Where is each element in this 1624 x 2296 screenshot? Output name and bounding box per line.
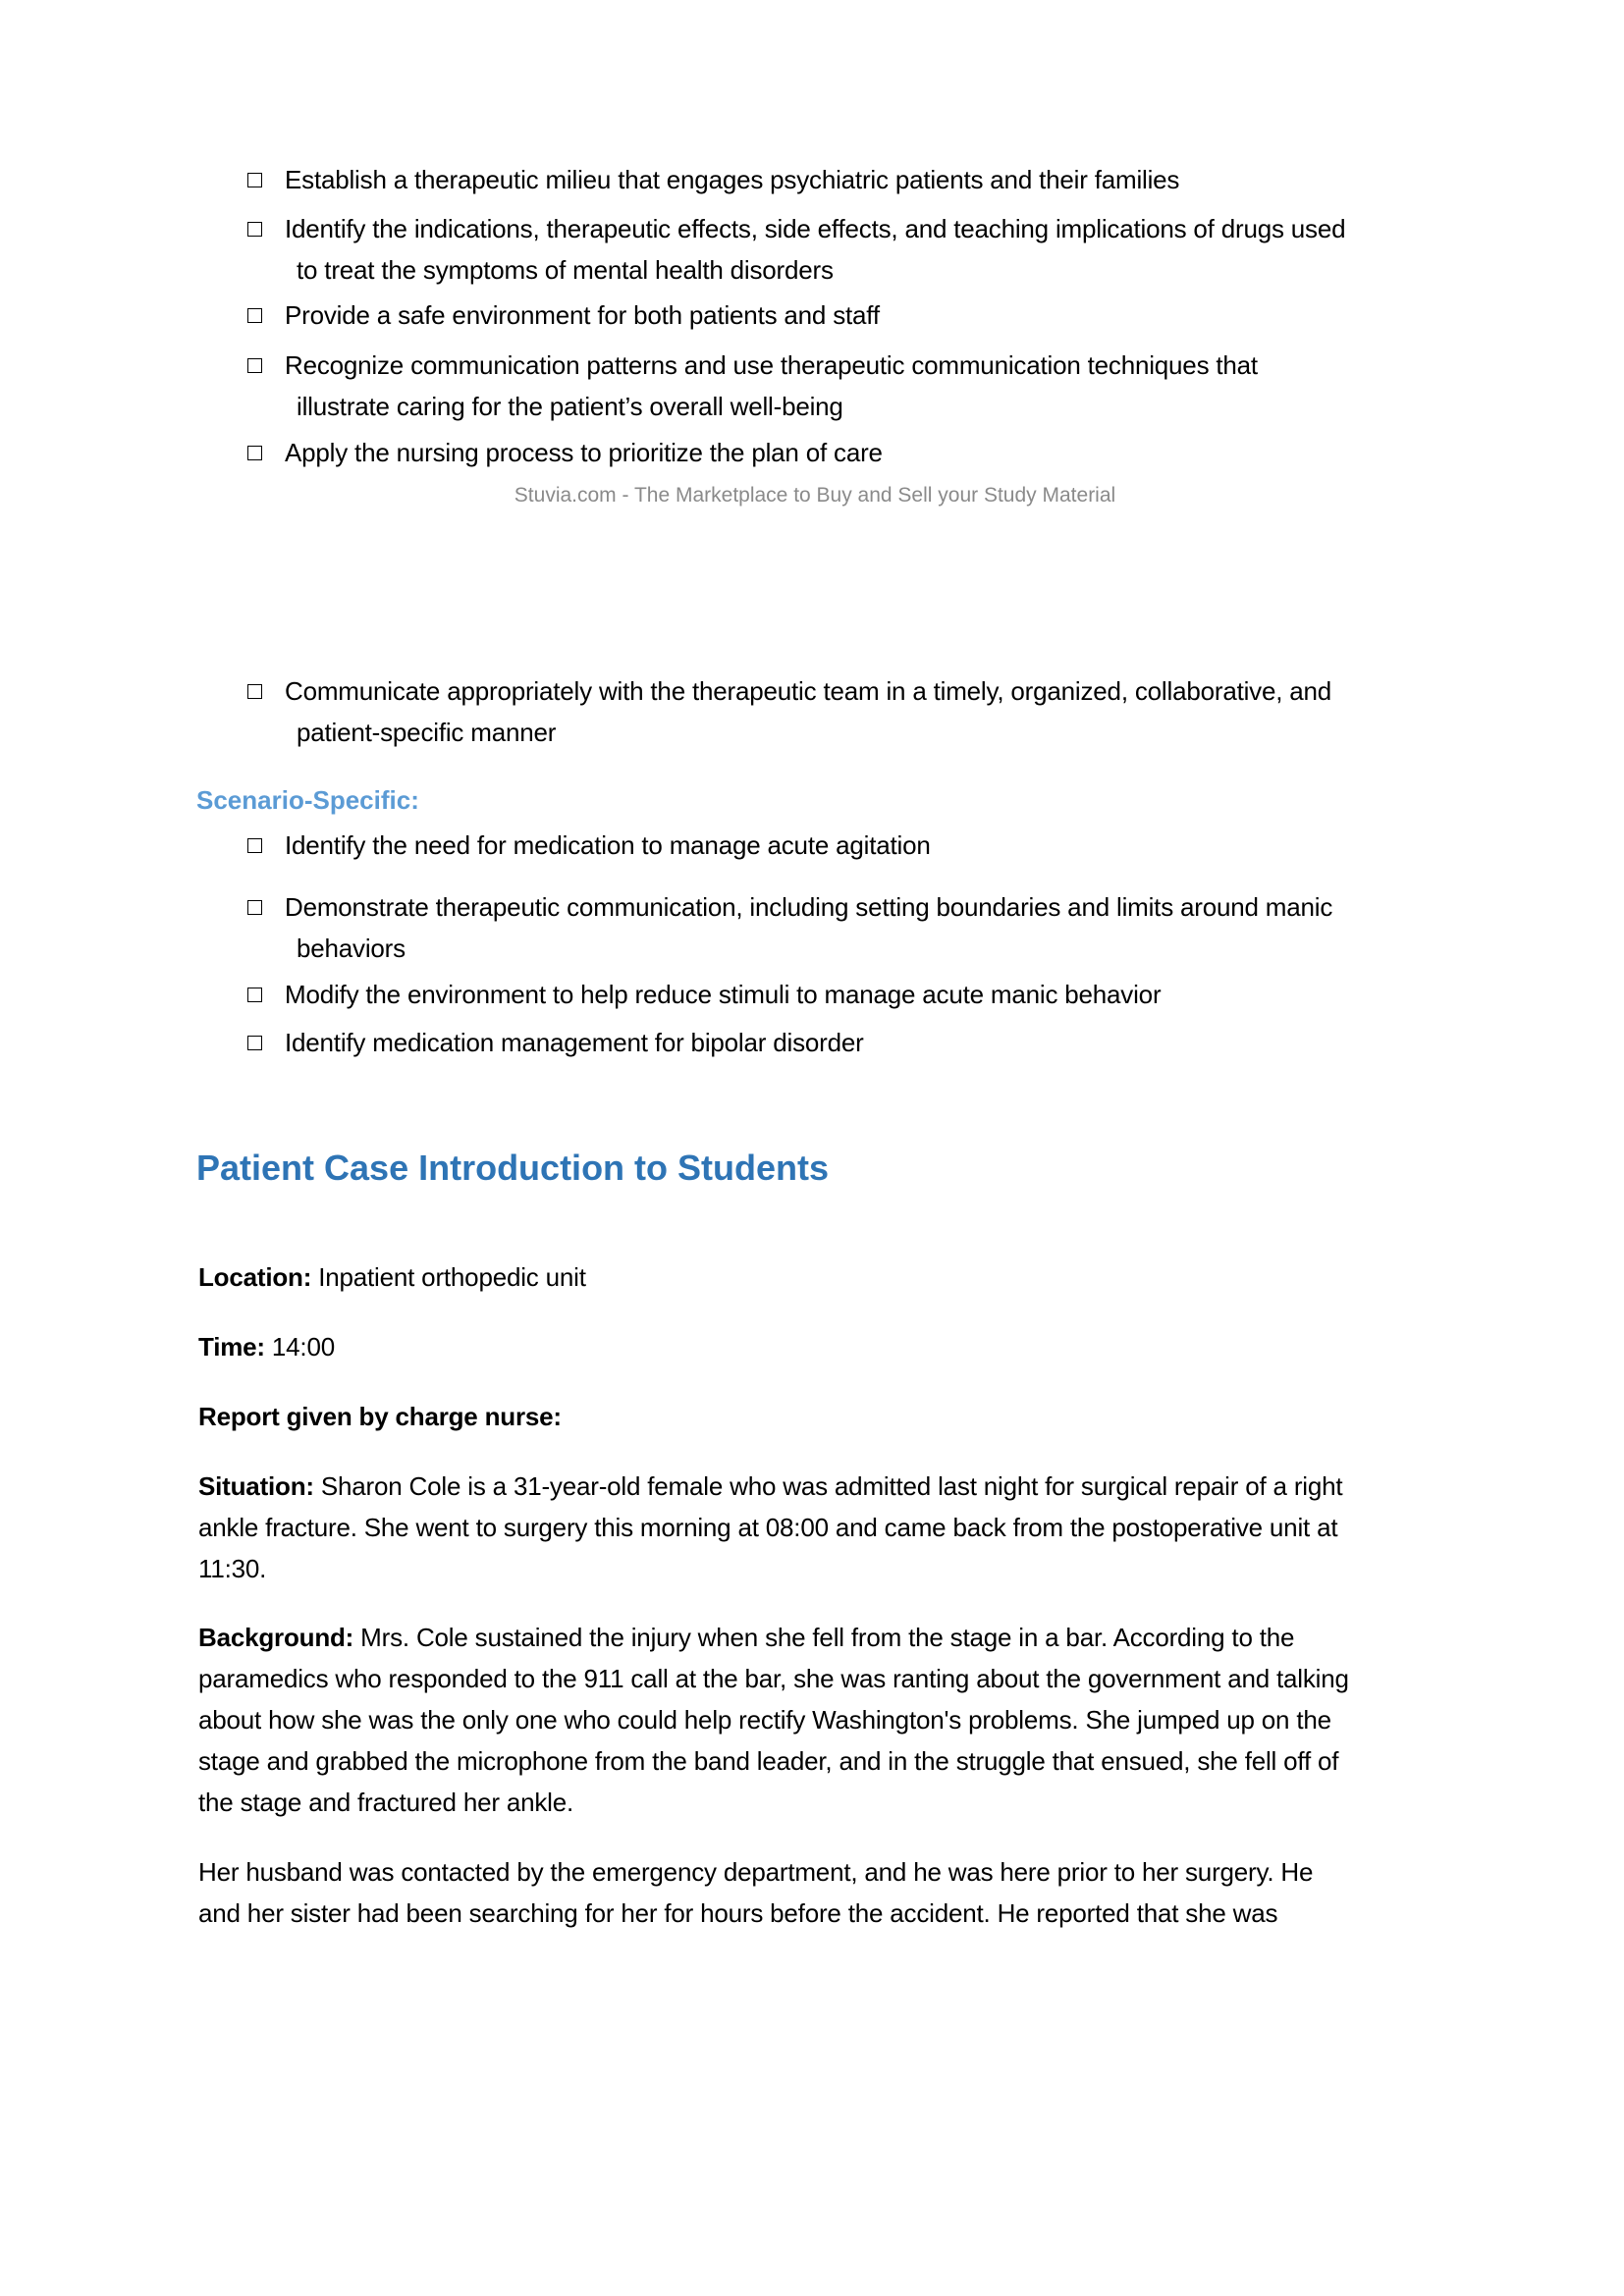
objective-item: Apply the nursing process to prioritize the plan of care xyxy=(285,438,883,467)
checkbox-icon xyxy=(247,308,262,323)
report-label-line xyxy=(198,1396,562,1437)
scenario-objective-item: Identify the need for medication to manage acute agitation xyxy=(285,830,931,860)
report-label: Report given by charge nurse: xyxy=(198,1402,562,1431)
husband-line: and her sister had been searching for her for hours before the accident. He reported that she was xyxy=(198,1898,1278,1928)
checkbox-icon xyxy=(247,900,262,915)
checkbox-icon xyxy=(247,1036,262,1050)
situation-text: Sharon Cole is a 31-year-old female who was admitted last night for surgical repair of a right xyxy=(313,1471,1343,1501)
husband-line: Her husband was contacted by the emergency department, and he was here prior to her surgery. He xyxy=(198,1857,1314,1887)
scenario-specific-label: Scenario-Specific: xyxy=(196,785,419,815)
objective-item: Identify the indications, therapeutic effects, side effects, and teaching implications of drugs used xyxy=(285,214,1346,243)
background-label: Background: xyxy=(198,1623,354,1652)
situation-line: ankle fracture. She went to surgery this morning at 08:00 and came back from the postoperative unit at xyxy=(198,1513,1338,1542)
scenario-objective-item: behaviors xyxy=(297,934,406,963)
situation-line: 11:30. xyxy=(198,1554,267,1583)
background-line: about how she was the only one who could help rectify Washington's problems. She jumped up on the xyxy=(198,1705,1331,1735)
objective-item: illustrate caring for the patient’s overall well-being xyxy=(297,392,843,421)
watermark: Stuvia.com - The Marketplace to Buy and Sell your Study Material xyxy=(514,484,1116,507)
time-value: 14:00 xyxy=(264,1332,335,1362)
objective-item: to treat the symptoms of mental health disorders xyxy=(297,255,834,285)
location-line xyxy=(198,1256,586,1298)
checkbox-icon xyxy=(247,838,262,853)
objective-item: Establish a therapeutic milieu that engages psychiatric patients and their families xyxy=(285,165,1180,194)
background-line: the stage and fractured her ankle. xyxy=(198,1788,574,1817)
objective-item: Recognize communication patterns and use therapeutic communication techniques that xyxy=(285,350,1258,380)
background-line: stage and grabbed the microphone from the band leader, and in the struggle that ensued, she fell off of xyxy=(198,1746,1339,1776)
time-line xyxy=(198,1326,335,1367)
checkbox-icon xyxy=(247,446,262,460)
section-heading: Patient Case Introduction to Students xyxy=(196,1148,830,1188)
objective-item: patient-specific manner xyxy=(297,718,557,747)
scenario-objective-item: Modify the environment to help reduce stimuli to manage acute manic behavior xyxy=(285,980,1162,1009)
scenario-objective-item: Identify medication management for bipolar disorder xyxy=(285,1028,864,1057)
situation-label: Situation: xyxy=(198,1471,314,1501)
checkbox-icon xyxy=(247,173,262,187)
background-line xyxy=(198,1617,1294,1658)
location-label: Location: xyxy=(198,1262,312,1292)
situation-line xyxy=(198,1466,1342,1507)
objective-item: Communicate appropriately with the therapeutic team in a timely, organized, collaborative, and xyxy=(285,676,1332,706)
location-value: Inpatient orthopedic unit xyxy=(311,1262,586,1292)
checkbox-icon xyxy=(247,358,262,373)
objective-item: Provide a safe environment for both patients and staff xyxy=(285,300,880,330)
time-label: Time: xyxy=(198,1332,265,1362)
checkbox-icon xyxy=(247,222,262,237)
checkbox-icon xyxy=(247,988,262,1002)
background-text: Mrs. Cole sustained the injury when she fell from the stage in a bar. According to the xyxy=(353,1623,1295,1652)
scenario-objective-item: Demonstrate therapeutic communication, including setting boundaries and limits around manic xyxy=(285,892,1333,922)
checkbox-icon xyxy=(247,684,262,699)
background-line: paramedics who responded to the 911 call at the bar, she was ranting about the government and talking xyxy=(198,1664,1349,1693)
